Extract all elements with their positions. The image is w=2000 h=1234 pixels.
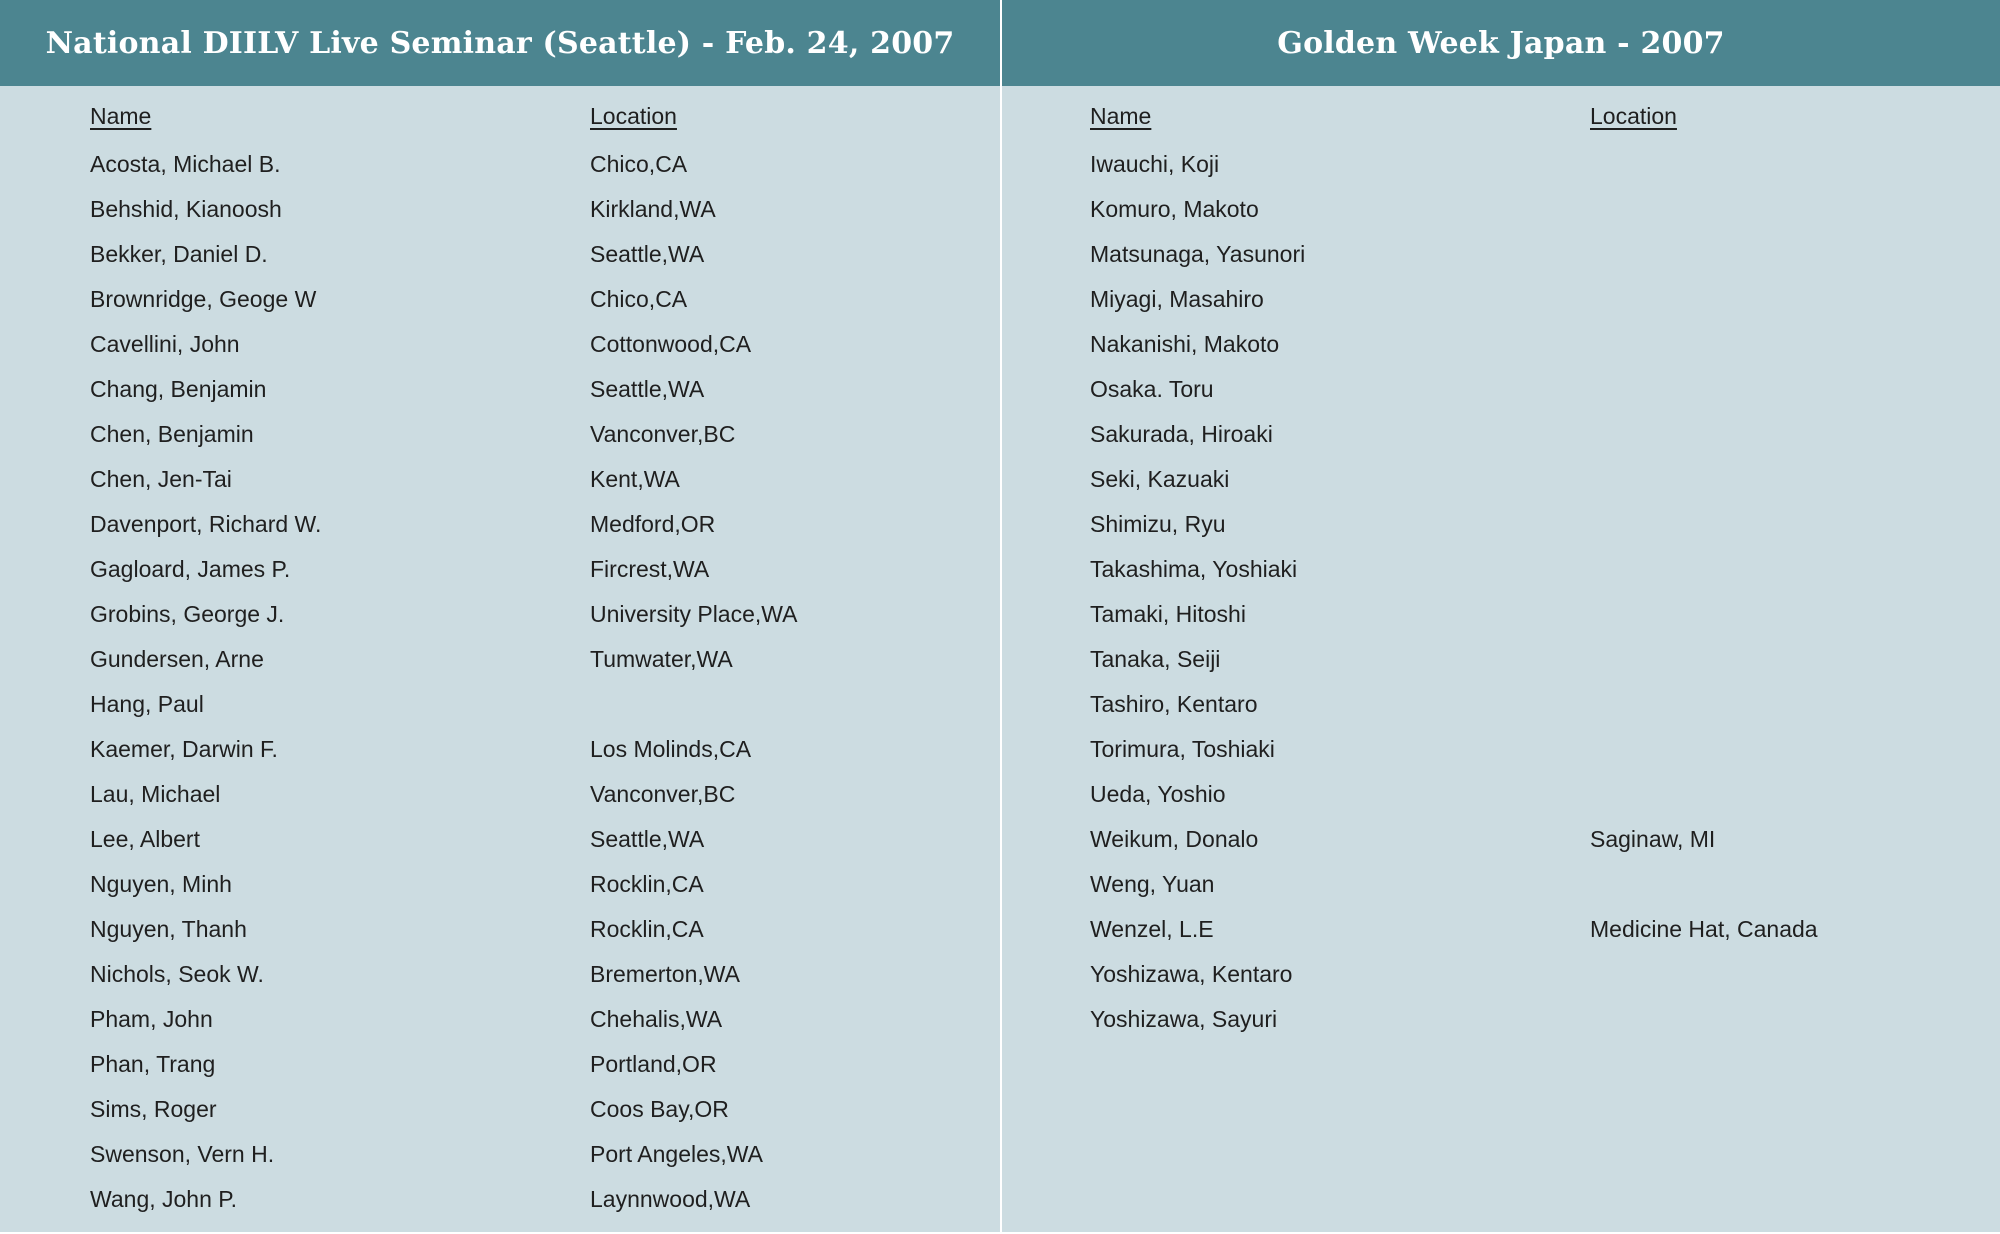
attendee-name: Pham, John: [90, 1006, 213, 1032]
attendee-location: Laynnwood,WA: [590, 1186, 751, 1212]
seminar-name-column-header: Name: [90, 103, 152, 129]
list-item: [1002, 146, 2000, 191]
list-item: [0, 686, 1000, 731]
list-item: [0, 461, 1000, 506]
attendee-name: Takashima, Yoshiaki: [1090, 556, 1298, 582]
list-item: [0, 326, 1000, 371]
list-item: [1002, 641, 2000, 686]
list-item: [0, 191, 1000, 236]
attendee-name: Chang, Benjamin: [90, 376, 267, 402]
list-item: [0, 506, 1000, 551]
golden-week-attendee-list: [1002, 146, 2000, 1046]
attendee-name: Tamaki, Hitoshi: [1090, 601, 1246, 627]
attendee-name: Osaka. Toru: [1090, 376, 1214, 402]
attendee-name: Nguyen, Thanh: [90, 916, 247, 942]
attendee-name: Grobins, George J.: [90, 601, 285, 627]
list-item: [1002, 236, 2000, 281]
attendee-name: Sakurada, Hiroaki: [1090, 421, 1273, 447]
list-item: [1002, 326, 2000, 371]
attendee-location: Cottonwood,CA: [590, 331, 752, 357]
list-item: [0, 1181, 1000, 1226]
attendee-name: Matsunaga, Yasunori: [1090, 241, 1306, 267]
seminar-header: [0, 0, 1000, 86]
attendee-name: Wenzel, L.E: [1090, 916, 1214, 942]
attendee-name: Phan, Trang: [90, 1051, 216, 1077]
list-item: [1002, 596, 2000, 641]
attendee-name: Nichols, Seok W.: [90, 961, 264, 987]
attendee-name: Yoshizawa, Sayuri: [1090, 1006, 1278, 1032]
attendee-location: Saginaw, MI: [1590, 826, 1716, 852]
attendee-name: Nakanishi, Makoto: [1090, 331, 1280, 357]
list-item: [0, 776, 1000, 821]
attendee-location: University Place,WA: [590, 601, 798, 627]
attendee-location: Tumwater,WA: [590, 646, 733, 672]
attendee-location: Medford,OR: [590, 511, 716, 537]
attendee-name: Shimizu, Ryu: [1090, 511, 1226, 537]
seminar-attendee-list: [0, 146, 1000, 1226]
list-item: [1002, 686, 2000, 731]
attendee-location: Rocklin,CA: [590, 871, 704, 897]
attendee-location: Coos Bay,OR: [590, 1096, 729, 1122]
list-item: [0, 911, 1000, 956]
attendee-location: Fircrest,WA: [590, 556, 710, 582]
list-item: [1002, 1001, 2000, 1046]
attendee-name: Torimura, Toshiaki: [1090, 736, 1275, 762]
attendee-name: Hang, Paul: [90, 691, 204, 717]
list-item: [0, 641, 1000, 686]
list-item: [0, 371, 1000, 416]
attendee-name: Nguyen, Minh: [90, 871, 232, 897]
attendee-name: Lau, Michael: [90, 781, 221, 807]
golden-week-attendee-panel: [1002, 0, 2000, 1232]
golden-week-name-column-header: Name: [1090, 103, 1152, 129]
list-item: [0, 416, 1000, 461]
attendee-name: Weikum, Donalo: [1090, 826, 1259, 852]
attendee-location: Kent,WA: [590, 466, 680, 492]
list-item: [0, 731, 1000, 776]
seminar-attendee-panel: [0, 0, 1000, 1232]
list-item: [1002, 821, 2000, 866]
attendee-name: Tashiro, Kentaro: [1090, 691, 1258, 717]
attendee-location: Vanconver,BC: [590, 421, 736, 447]
attendee-location: Bremerton,WA: [590, 961, 740, 987]
list-item: [0, 1136, 1000, 1181]
list-item: [1002, 551, 2000, 596]
list-item: [0, 236, 1000, 281]
attendee-name: Chen, Jen-Tai: [90, 466, 232, 492]
list-item: [0, 1001, 1000, 1046]
attendee-name: Brownridge, Geoge W: [90, 286, 317, 312]
attendee-location: Chehalis,WA: [590, 1006, 723, 1032]
attendee-name: Ueda, Yoshio: [1090, 781, 1226, 807]
attendee-name: Cavellini, John: [90, 331, 240, 357]
golden-week-title: Golden Week Japan - 2007: [1277, 25, 1725, 61]
attendee-name: Wang, John P.: [90, 1186, 238, 1212]
attendee-name: Tanaka, Seiji: [1090, 646, 1221, 672]
attendee-location: Chico,CA: [590, 286, 688, 312]
attendee-name: Chen, Benjamin: [90, 421, 254, 447]
list-item: [1002, 866, 2000, 911]
list-item: [1002, 416, 2000, 461]
attendee-name: Yoshizawa, Kentaro: [1090, 961, 1293, 987]
attendee-location: Los Molinds,CA: [590, 736, 752, 762]
list-item: [1002, 371, 2000, 416]
attendee-location: Seattle,WA: [590, 826, 705, 852]
attendee-name: Sims, Roger: [90, 1096, 217, 1122]
list-item: [1002, 956, 2000, 1001]
attendee-name: Seki, Kazuaki: [1090, 466, 1230, 492]
list-item: [1002, 731, 2000, 776]
list-item: [0, 146, 1000, 191]
attendee-name: Gundersen, Arne: [90, 646, 264, 672]
attendee-name: Behshid, Kianoosh: [90, 196, 282, 222]
attendee-name: Miyagi, Masahiro: [1090, 286, 1264, 312]
attendee-location: Medicine Hat, Canada: [1590, 916, 1818, 942]
attendee-name: Gagloard, James P.: [90, 556, 291, 582]
list-item: [0, 1046, 1000, 1091]
list-item: [1002, 191, 2000, 236]
list-item: [0, 866, 1000, 911]
attendee-location: Seattle,WA: [590, 376, 705, 402]
list-item: [0, 281, 1000, 326]
attendee-name: Davenport, Richard W.: [90, 511, 322, 537]
attendee-location: Rocklin,CA: [590, 916, 704, 942]
attendee-location: Port Angeles,WA: [590, 1141, 764, 1167]
attendee-name: Komuro, Makoto: [1090, 196, 1259, 222]
list-item: [0, 956, 1000, 1001]
attendee-name: Iwauchi, Koji: [1090, 151, 1220, 177]
seminar-location-column-header: Location: [590, 103, 677, 129]
attendee-name: Swenson, Vern H.: [90, 1141, 275, 1167]
attendee-location: Kirkland,WA: [590, 196, 716, 222]
attendee-location: Vanconver,BC: [590, 781, 736, 807]
attendee-location: Seattle,WA: [590, 241, 705, 267]
golden-week-header: [1002, 0, 2000, 86]
list-item: [1002, 281, 2000, 326]
list-item: [0, 551, 1000, 596]
attendee-name: Bekker, Daniel D.: [90, 241, 268, 267]
attendee-location: Chico,CA: [590, 151, 688, 177]
list-item: [0, 596, 1000, 641]
attendee-name: Weng, Yuan: [1090, 871, 1215, 897]
seminar-title: National DIILV Live Seminar (Seattle) - Feb. 24, 2007: [45, 25, 955, 61]
golden-week-location-column-header: Location: [1590, 103, 1677, 129]
list-item: [1002, 911, 2000, 956]
attendee-name: Lee, Albert: [90, 826, 200, 852]
list-item: [0, 821, 1000, 866]
attendee-name: Acosta, Michael B.: [90, 151, 281, 177]
list-item: [1002, 506, 2000, 551]
attendee-location: Portland,OR: [590, 1051, 717, 1077]
list-item: [0, 1091, 1000, 1136]
list-item: [1002, 461, 2000, 506]
list-item: [1002, 776, 2000, 821]
attendee-name: Kaemer, Darwin F.: [90, 736, 278, 762]
